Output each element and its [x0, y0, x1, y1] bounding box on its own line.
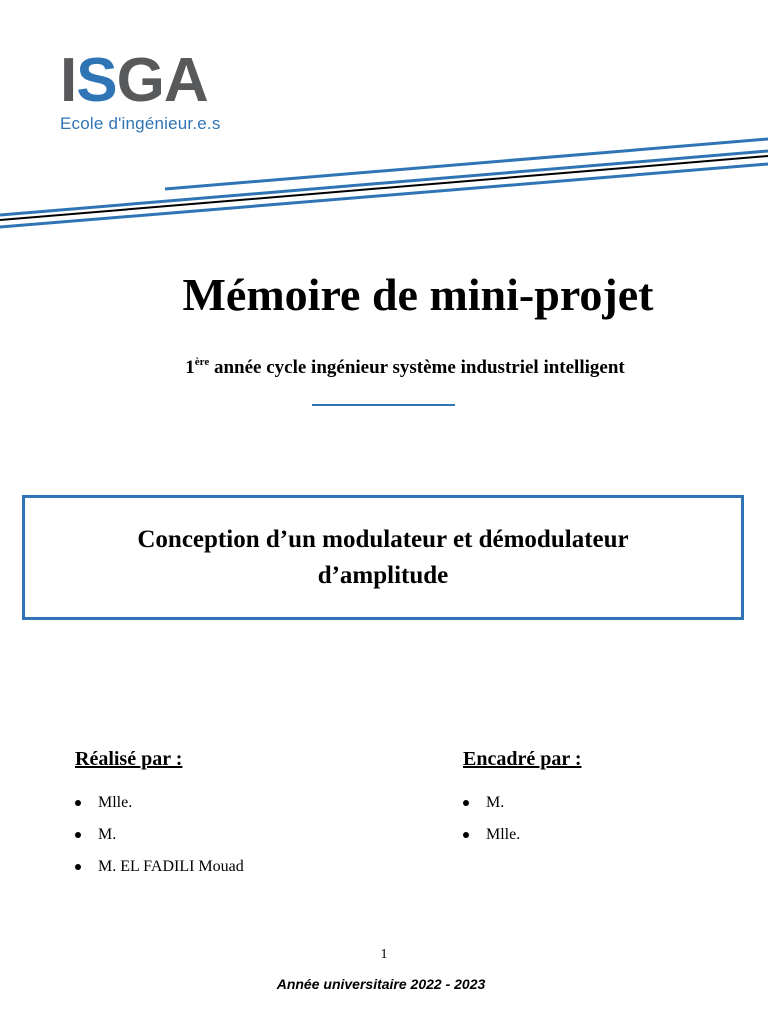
- list-item: [75, 793, 244, 813]
- subtitle-superscript: ère: [194, 356, 210, 368]
- academic-year: Année universitaire 2022 - 2023: [276, 976, 486, 992]
- encadre-par-section: [463, 748, 582, 857]
- realise-par-heading: Réalisé par :: [75, 748, 183, 770]
- page-number: 1: [380, 947, 388, 962]
- list-item-text: M.: [486, 794, 505, 811]
- bullet-icon: [75, 800, 81, 806]
- realise-par-section: [75, 748, 244, 889]
- list-item: [75, 825, 244, 845]
- subtitle-text: année cycle ingénieur système industriel intelligent: [209, 357, 625, 378]
- title-divider: [312, 404, 455, 406]
- realise-par-list: [75, 793, 244, 877]
- logo-tagline: Ecole d'ingénieur.e.s: [60, 114, 221, 133]
- subtitle-number: 1: [185, 357, 195, 378]
- project-title: Conception d’un modulateur et démodulateur d’amplitude: [137, 525, 629, 589]
- page-title: Mémoire de mini-projet: [182, 269, 654, 320]
- encadre-par-heading: Encadré par :: [463, 748, 582, 770]
- encadre-par-list: [463, 793, 582, 845]
- project-title-box: [22, 495, 744, 620]
- logo-letter-s: S: [76, 46, 117, 115]
- list-item-text: Mlle.: [486, 826, 521, 843]
- list-item: [463, 825, 582, 845]
- isga-logo: [60, 46, 221, 134]
- decorative-lines: [0, 130, 768, 240]
- logo-letter-i: I: [60, 46, 77, 115]
- bullet-icon: [75, 864, 81, 870]
- bullet-icon: [463, 832, 469, 838]
- list-item: [75, 857, 244, 877]
- list-item-text: Mlle.: [98, 794, 133, 811]
- bullet-icon: [463, 800, 469, 806]
- list-item-text: M.: [98, 826, 117, 843]
- bullet-icon: [75, 832, 81, 838]
- logo-wordmark: [60, 46, 221, 115]
- logo-letters-ga: GA: [116, 46, 208, 115]
- list-item-text: M. EL FADILI Mouad: [98, 858, 244, 875]
- list-item: [463, 793, 582, 813]
- subtitle: [0, 356, 768, 379]
